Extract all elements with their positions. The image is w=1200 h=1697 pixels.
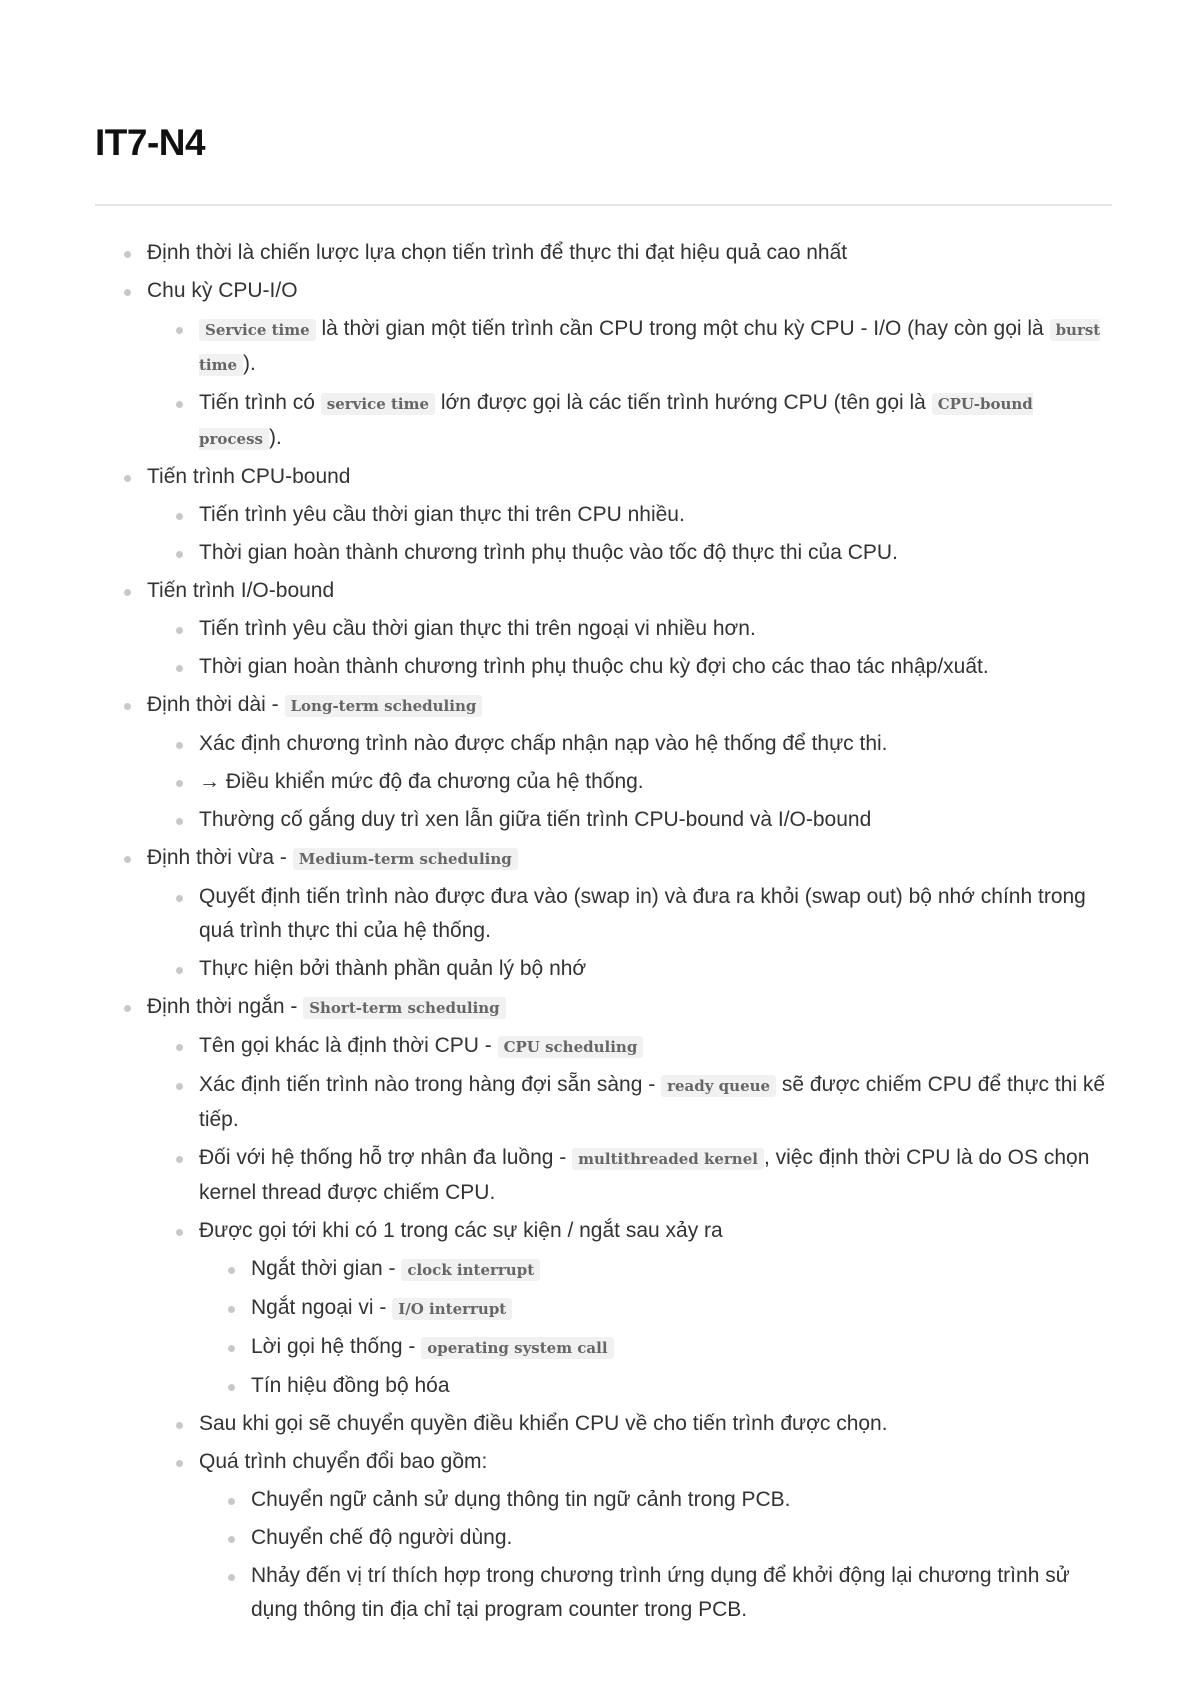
item-text: Lời gọi hệ thống - xyxy=(251,1335,422,1358)
sub-list xyxy=(199,1252,1112,1403)
inline-code: clock interrupt xyxy=(401,1259,540,1281)
bullet-list xyxy=(95,236,1112,1627)
item-text: Thường cố gắng duy trì xen lẫn giữa tiến trình CPU-bound và I/O-bound xyxy=(199,808,872,831)
inline-code: service time xyxy=(321,393,435,415)
item-text: Định thời vừa - xyxy=(147,846,293,869)
list-item xyxy=(199,312,1112,382)
inline-code: operating system call xyxy=(421,1337,613,1359)
item-text: Ngắt thời gian - xyxy=(251,1257,402,1280)
inline-code: burst time xyxy=(199,321,1101,374)
list-item xyxy=(199,1407,1112,1441)
list-item xyxy=(95,688,1112,837)
list-item xyxy=(199,803,1112,837)
item-text: Định thời dài - xyxy=(147,693,285,716)
inline-code: Short-term scheduling xyxy=(303,997,505,1019)
list-item xyxy=(199,1141,1112,1210)
sub-list xyxy=(147,1029,1112,1627)
item-text: Tiến trình I/O-bound xyxy=(147,579,335,602)
list-item xyxy=(95,841,1112,986)
item-text: Thời gian hoàn thành chương trình phụ thuộc chu kỳ đợi cho các thao tác nhập/xuất. xyxy=(199,655,989,678)
item-text: Chu kỳ CPU-I/O xyxy=(147,279,298,302)
item-text: sẽ được chiếm CPU để thực thi kế tiếp. xyxy=(199,1073,1106,1131)
item-text: , việc định thời CPU là do OS chọn kernel thread được chiếm CPU. xyxy=(199,1146,1090,1204)
sub-list xyxy=(147,880,1112,986)
list-item xyxy=(199,1029,1112,1064)
item-text: Tiến trình CPU-bound xyxy=(147,465,351,488)
item-text: Nhảy đến vị trí thích hợp trong chương trình ứng dụng để khởi động lại chương trình sử dụng thông tin địa chỉ tại program counter trong PCB. xyxy=(251,1564,1070,1621)
inline-code: CPU scheduling xyxy=(498,1036,644,1058)
sub-list xyxy=(147,612,1112,684)
list-item xyxy=(251,1330,1112,1365)
list-item xyxy=(95,990,1112,1627)
item-text: Quyết định tiến trình nào được đưa vào (swap in) và đưa ra khỏi (swap out) bộ nhớ chính trong quá trình thực thi của hệ thống. xyxy=(199,885,1086,942)
inline-code: ready queue xyxy=(661,1075,776,1097)
inline-code: Service time xyxy=(199,319,316,341)
item-text: Tên gọi khác là định thời CPU - xyxy=(199,1034,498,1057)
inline-code: multithreaded kernel xyxy=(572,1148,764,1170)
list-item xyxy=(251,1483,1112,1517)
inline-code: I/O interrupt xyxy=(392,1298,512,1320)
list-item xyxy=(251,1369,1112,1403)
list-item xyxy=(251,1252,1112,1287)
inline-code: CPU-bound process xyxy=(199,395,1033,448)
list-item xyxy=(199,650,1112,684)
list-item xyxy=(199,952,1112,986)
list-item xyxy=(199,1445,1112,1627)
item-text: ). xyxy=(268,426,282,449)
item-text: Được gọi tới khi có 1 trong các sự kiện / ngắt sau xảy ra xyxy=(199,1219,723,1242)
list-item xyxy=(199,612,1112,646)
sub-list xyxy=(147,727,1112,837)
list-item xyxy=(199,1068,1112,1137)
list-item xyxy=(199,498,1112,532)
item-text: → Điều khiển mức độ đa chương của hệ thống. xyxy=(199,770,644,793)
item-text: là thời gian một tiến trình cần CPU trong một chu kỳ CPU - I/O (hay còn gọi là xyxy=(315,317,1050,340)
list-item xyxy=(251,1521,1112,1555)
list-item xyxy=(95,236,1112,270)
list-item xyxy=(95,460,1112,570)
item-text: Thời gian hoàn thành chương trình phụ thuộc vào tốc độ thực thi của CPU. xyxy=(199,541,898,564)
item-text: Định thời ngắn - xyxy=(147,995,304,1018)
sub-list xyxy=(147,312,1112,456)
item-text: Quá trình chuyển đổi bao gồm: xyxy=(199,1450,488,1473)
list-item xyxy=(95,274,1112,456)
item-text: Thực hiện bởi thành phần quản lý bộ nhớ xyxy=(199,957,587,980)
sub-list xyxy=(199,1483,1112,1627)
page-title: IT7-N4 xyxy=(95,122,206,163)
item-text: Ngắt ngoại vi - xyxy=(251,1296,393,1319)
item-text: Chuyển ngữ cảnh sử dụng thông tin ngữ cảnh trong PCB. xyxy=(251,1488,791,1511)
item-text: Tín hiệu đồng bộ hóa xyxy=(251,1374,450,1397)
list-item xyxy=(199,880,1112,948)
list-item xyxy=(199,1214,1112,1403)
item-text: Tiến trình có xyxy=(199,391,321,414)
list-item xyxy=(251,1291,1112,1326)
list-item xyxy=(199,765,1112,799)
item-text: Tiến trình yêu cầu thời gian thực thi trên CPU nhiều. xyxy=(199,503,685,526)
inline-code: Medium-term scheduling xyxy=(293,848,518,870)
list-item xyxy=(251,1559,1112,1627)
item-text: Chuyển chế độ người dùng. xyxy=(251,1526,513,1549)
list-item xyxy=(199,536,1112,570)
item-text: Sau khi gọi sẽ chuyển quyền điều khiển CPU về cho tiến trình được chọn. xyxy=(199,1412,888,1435)
sub-list xyxy=(147,498,1112,570)
list-item xyxy=(95,574,1112,684)
item-text: Xác định tiến trình nào trong hàng đợi sẵn sàng - xyxy=(199,1073,662,1096)
item-text: Định thời là chiến lược lựa chọn tiến trình để thực thi đạt hiệu quả cao nhất xyxy=(147,241,848,264)
item-text: lớn được gọi là các tiến trình hướng CPU (tên gọi là xyxy=(435,391,932,414)
list-item xyxy=(199,386,1112,456)
item-text: Xác định chương trình nào được chấp nhận nạp vào hệ thống để thực thi. xyxy=(199,732,888,755)
inline-code: Long-term scheduling xyxy=(285,695,483,717)
item-text: ). xyxy=(243,352,256,375)
item-text: Tiến trình yêu cầu thời gian thực thi trên ngoại vi nhiều hơn. xyxy=(199,617,756,640)
title-divider xyxy=(95,204,1112,206)
list-item xyxy=(199,727,1112,761)
item-text: Đối với hệ thống hỗ trợ nhân đa luồng - xyxy=(199,1146,573,1169)
